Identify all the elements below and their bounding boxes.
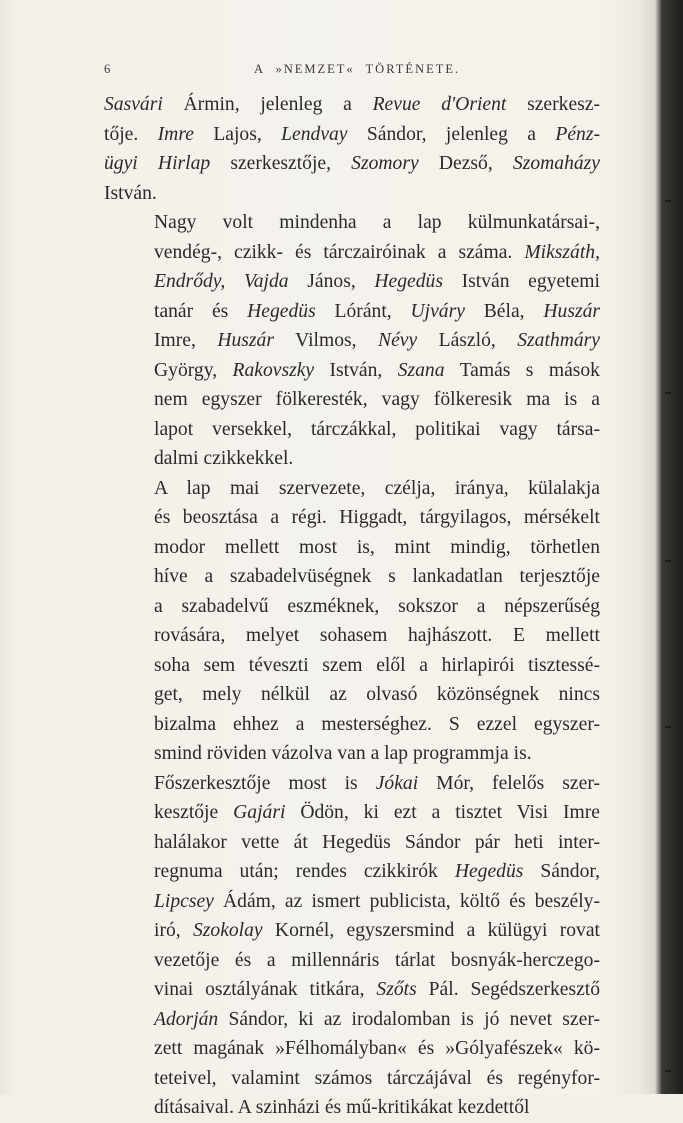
text-line: smind röviden vázolva van a lap programmja is. [154, 743, 532, 764]
page-number: 6 [104, 62, 113, 76]
paragraph-4 [104, 769, 600, 1123]
text-line: Főszerkesztője most is Jókai Mór, felelős szer- [154, 772, 600, 794]
italic-name: Hegedüs [247, 300, 316, 322]
text-line: zett magának »Félhomályban« és »Gólyafészek« kö- [154, 1038, 600, 1059]
text-line: vendég-, czikk- és tárczairóinak a száma. Mikszáth, [154, 241, 600, 263]
text-line: nem egyszer fölkeresték, vagy fölkeresik ma is a [154, 389, 600, 410]
paragraph-1 [104, 90, 600, 208]
text-line: iró, Szokolay Kornél, egyszersmind a külügyi rovat [154, 920, 600, 941]
italic-name: Gajári [233, 802, 286, 823]
text-line: halálakor vette át Hegedüs Sándor pár heti inter- [154, 831, 600, 853]
text-line: tője. Imre Lajos, Lendvay Sándor, jelenleg a Pénz- [104, 123, 600, 145]
italic-name: Rakovszky [232, 359, 315, 381]
text-line: get, mely nélkül az olvasó közönségnek nincs [154, 684, 600, 705]
italic-name: Szana [397, 359, 445, 381]
italic-name: Imre [157, 123, 194, 145]
text-line: teteivel, valamint számos tárczájával és regényfor- [154, 1067, 600, 1089]
text-line: Lipcsey Ádám, az ismert publicista, költő és beszély- [154, 890, 600, 912]
text-line: dításaival. A szinházi és mű-kritikákat kezdettől [154, 1097, 530, 1118]
text-line: Sasvári Ármin, jelenleg a Revue d'Orient szerkesz- [104, 94, 600, 115]
italic-name: Sasvári [104, 94, 163, 115]
text-line: dalmi czikkekkel. [154, 448, 294, 469]
italic-name: Szőts [376, 979, 417, 1000]
italic-name: Szokolay [192, 920, 263, 941]
italic-name: Endrődy, Vajda [154, 271, 289, 292]
italic-name: Revue d'Orient [372, 94, 507, 115]
italic-name: Adorján [154, 1008, 219, 1030]
italic-name: Pénz- [555, 123, 600, 145]
text-line: bizalma ehhez a mesterséghez. S ezzel egyszer- [154, 713, 600, 735]
text-line: modor mellett most is, mint mindig, törhetlen [154, 536, 600, 558]
text-line: Imre, Huszár Vilmos, Névy László, Szathmáry [154, 330, 600, 351]
text-line: soha sem téveszti szem elől a hirlapirói tisztessé- [154, 654, 600, 676]
text-line: vezetője és a millennáris tárlat bosnyák-herczego- [154, 949, 600, 971]
italic-name: Huszár [543, 300, 600, 322]
italic-name: Hegedüs [374, 271, 443, 292]
edge-mark [665, 560, 671, 562]
text-line: György, Rakovszky István, Szana Tamás s mások [154, 359, 600, 381]
text-line: lapot versekkel, tárczákkal, politikai vagy társa- [154, 418, 600, 440]
italic-name: Lendvay [281, 123, 348, 145]
text-line: Endrődy, Vajda János, Hegedüs István egyetemi [154, 271, 600, 292]
edge-mark [665, 726, 671, 728]
text-line: Adorján Sándor, ki az irodalomban is jó nevet szer- [154, 1008, 600, 1030]
text-line: Nagy volt mindenha a lap külmunkatársai-, [154, 212, 600, 233]
italic-name: Mikszáth, [524, 241, 600, 263]
italic-name: Ujváry [410, 300, 465, 322]
text-line: és beosztása a régi. Higgadt, tárgyilagos, mérsékelt [154, 507, 600, 528]
text-line: ügyi Hirlap szerkesztője, Szomory Dezső, Szomaházy [104, 153, 600, 174]
italic-name: Szomory [351, 153, 419, 174]
text-line: A lap mai szervezete, czélja, iránya, külalakja [154, 477, 600, 499]
edge-mark [665, 392, 671, 394]
text-line: vinai osztályának titkára, Szőts Pál. Segédszerkesztő [154, 979, 601, 1000]
italic-name: Hegedüs [454, 861, 524, 882]
italic-name: Névy [378, 330, 418, 351]
paragraph-3 [104, 474, 600, 769]
edge-mark [665, 1070, 671, 1072]
italic-name: Szomaházy [512, 153, 600, 174]
italic-name: Szathmáry [517, 330, 600, 351]
edge-mark [665, 200, 671, 202]
text-line: híve a szabadelvüségnek s lankadatlan terjesztője [154, 566, 600, 587]
text-line: rovására, melyet sohasem hajhászott. E mellett [154, 625, 600, 646]
text-line: István. [104, 182, 157, 204]
italic-name: Jókai [375, 772, 419, 794]
text-line: tanár és Hegedüs Lóránt, Ujváry Béla, Huszár [154, 300, 600, 322]
body-text [104, 90, 600, 1123]
text-line: regnuma után; rendes czikkirók Hegedüs Sándor, [154, 861, 601, 882]
text-line: a szabadelvű eszméknek, sokszor a népszerűség [154, 595, 600, 617]
paragraph-2 [104, 208, 600, 474]
running-title: A »NEMZET« TÖRTÉNETE. [254, 62, 461, 76]
italic-name: Huszár [217, 330, 274, 351]
text-line: kesztője Gajári Ödön, ki ezt a tisztet Visi Imre [154, 802, 600, 823]
italic-name: Lipcsey [154, 890, 214, 912]
italic-name: ügyi Hirlap [104, 153, 211, 174]
